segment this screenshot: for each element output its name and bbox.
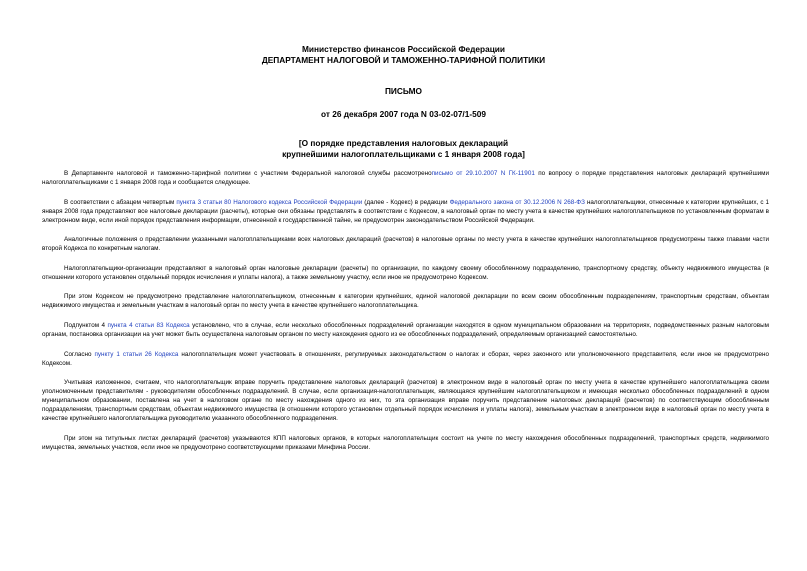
paragraph-5: При этом Кодексом не предусмотрено представление налогоплательщиком, отнесенным к категории крупнейших, единой налоговой декларации по всем своим обособленным подразделениям, транспортным средствам, объектам недвижимого имущества и земельным участкам в налоговый орган по месту учета в качестве крупнейшего налогоплательщика. [42, 293, 769, 310]
paragraph-4: Налогоплательщики-организации представляют в налоговый орган налоговые декларации (расчеты) по организации, по каждому своему обособленному подразделению, транспортному средству, объекту недвижимого имущества (в отношении которого установлен отдельный порядок исчисления и уплаты налога), а также земельному участку, если иное не предусмотрено Кодексом. [42, 264, 769, 281]
paragraph-2 [42, 198, 769, 225]
ministry-name: Министерство финансов Российской Федерации [301, 44, 506, 54]
subject-line-1: [О порядке представления налоговых деклараций [298, 138, 509, 148]
paragraph-1 [42, 169, 769, 187]
paragraph-text: налогоплательщик может участвовать в отношениях, регулируемых законодательством о налогах и сборах, через законного или уполномоченного представителя, если иное не предусмотрено Кодексом. [42, 350, 769, 367]
link-tax-code-art-83[interactable]: пункта 4 статьи 83 Кодекса [107, 321, 190, 329]
paragraph-text: Согласно [64, 350, 95, 358]
document-subject [0, 138, 807, 159]
paragraph-9: При этом на титульных листах деклараций (расчетов) указываются КПП налоговых органов, в которых налогоплательщик состоит на учете по месту нахождения обособленных подразделений, транспортных средств, недвижимого имущества, земельных участков, если иное не предусмотрено соответствующими приказами Минфина России. [42, 434, 769, 451]
link-tax-code-art-26[interactable]: пункту 1 статьи 26 Кодекса [94, 350, 179, 358]
paragraph-3: Аналогичные положения о представлении указанными налогоплательщиками всех налоговых деклараций (расчетов) в налоговые органы по месту учета в качестве крупнейших налогоплательщиков предусмотрены также главами части второй Кодекса по конкретным налогам. [42, 236, 769, 253]
document-type: ПИСЬМО [384, 86, 423, 96]
subject-line-2: крупнейшими налогоплательщиками с 1 января 2008 года] [282, 148, 525, 159]
paragraph-text: В Департаменте налоговой и таможенно-тарифной политики с участием Федеральной налоговой службы рассмотрено [64, 170, 432, 177]
link-letter-gk-11901[interactable]: письмо от 29.10.2007 N ГК-11901 [431, 170, 535, 177]
paragraph-8: Учитывая изложенное, считаем, что налогоплательщик вправе поручить представление налоговых деклараций (расчетов) в электронном виде в налоговый орган по месту учета в качестве крупнейшего налогоплательщика своим уполномоченным представителям - руководителям обособленных подразделений. В случае, если организация-налогоплательщик, являющаяся крупнейшим налогоплательщиком и имеющая несколько обособленных подразделений в одном муниципальном образовании, поставлена на учет в налоговом органе по месту нахождения одного из них, то эта организация вправе поручить представление налоговых деклараций (расчетов) по соответствующим обособленным подразделениям, транспортным средствам, объектам недвижимого имущества (в отношении которого установлен отдельный порядок исчисления и уплаты налога), земельным участкам в электронном виде в налоговый орган по месту учета в качестве крупнейшего налогоплательщика руководителю указанного обособленного подразделения. [42, 379, 769, 423]
letter-body [42, 169, 769, 462]
paragraph-text: (далее - Кодекс) в редакции [362, 198, 450, 206]
paragraph-7 [42, 350, 769, 368]
letter-header [0, 44, 807, 159]
document-date-number: от 26 декабря 2007 года N 03-02-07/1-509 [321, 108, 486, 119]
link-tax-code-art-80[interactable]: пункта 3 статьи 80 Налогового кодекса Российской Федерации [176, 198, 363, 206]
link-federal-law-268-fz[interactable]: Федерального закона от 30.12.2006 N 268-ФЗ [449, 198, 585, 206]
department-name: ДЕПАРТАМЕНТ НАЛОГОВОЙ И ТАМОЖЕННО-ТАРИФНОЙ ПОЛИТИКИ [261, 54, 546, 65]
paragraph-6 [42, 321, 769, 339]
paragraph-text: налогоплательщики, отнесенные к категории крупнейших, с 1 января 2008 года представляют все налоговые декларации (расчеты), которые они обязаны представлять в соответствии с Кодексом, в налоговый орган по месту учета в качестве крупнейших налогоплательщиков по установленным форматам в электронном виде, если иной порядок представления информации, отнесенной к государственной тайне, не предусмотрен законодательством Российской Федерации. [42, 198, 770, 224]
paragraph-text: В соответствии с абзацем четвертым [64, 198, 177, 206]
paragraph-text: установлено, что в случае, если несколько обособленных подразделений организации находятся в одном муниципальном образовании на территориях, подведомственных разным налоговым органам, постановка организации на учет может быть осуществлена налоговым органом по месту нахождения одного из ее обособленных подразделений, определяемым организацией самостоятельно. [42, 321, 769, 338]
paragraph-text: Подпунктом 4 [64, 321, 108, 329]
paragraph-text: по вопросу о порядке представления налоговых деклараций крупнейшими налогоплательщиками с 1 января 2008 года и сообщается следующее. [42, 170, 769, 186]
